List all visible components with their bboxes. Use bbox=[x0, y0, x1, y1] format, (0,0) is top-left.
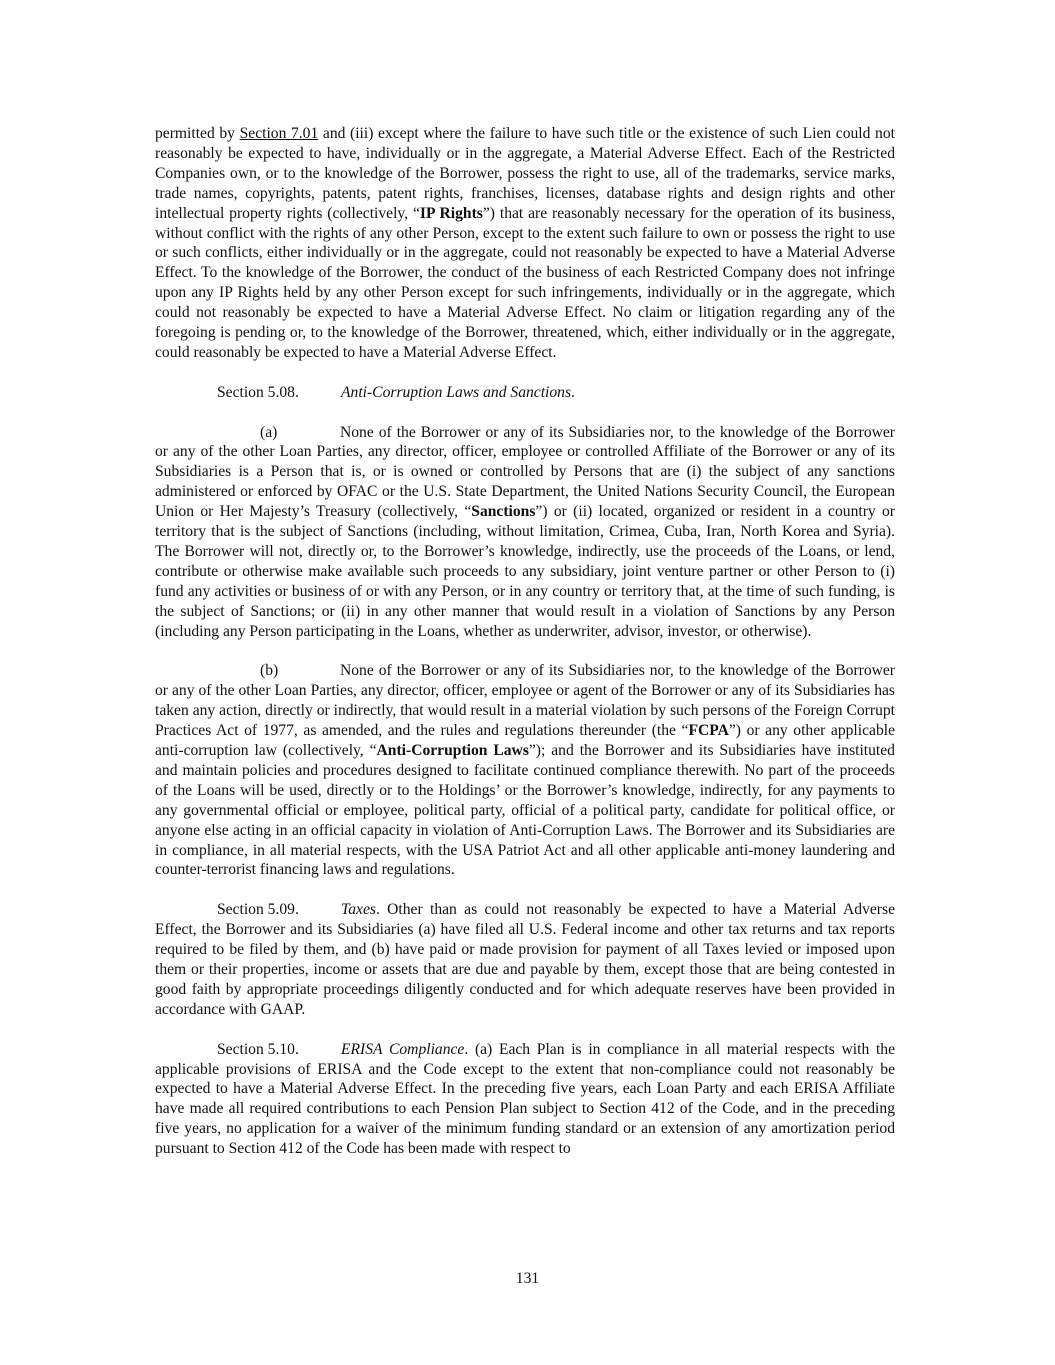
section-5-09-paragraph: Section 5.09. Taxes. Other than as could not reasonably be expected to have a Material Adverse Effect, the Borrower and its Subsidiaries (a) have filed all U.S. Federal income and other tax returns and tax reports required to be filed by them, and (b) have paid or made provision for payment of all Taxes levied or imposed upon them or their properties, income or assets that are due and payable by them, except those that are being contested in good faith by appropriate proceedings diligently conducted and for which adequate reserves have been provided in accordance with GAAP. bbox=[155, 901, 895, 1018]
page-number: 131 bbox=[515, 1270, 540, 1287]
clause-label: (b) bbox=[260, 662, 279, 680]
section-number: Section 5.08. bbox=[217, 383, 299, 401]
section-7-01-link[interactable]: Section 7.01 bbox=[239, 125, 319, 142]
paragraph-5-08-a: (a) None of the Borrower or any of its Subsidiaries nor, to the knowledge of the Borrower or any of the other Loan Parties, any director, officer, employee or controlled Affiliate of the Borrower or any of its Subsidiaries is a Person that is, or is owned or controlled by Persons that are (i) the subject of any sanctions administered or enforced by OFAC or the U.S. State Department, the United Nations Security Council, the European Union or Her Majesty’s Treasury (collectively, “Sanctions”) or (ii) located, organized or resident in a country or territory that is the subject of Sanctions (including, without limitation, Crimea, Cuba, Iran, North Korea and Syria). The Borrower will not, directly or, to the Borrower’s knowledge, indirectly, use the proceeds of the Loans, or lend, contribute or otherwise make available such proceeds to any subsidiary, joint venture partner or other Person to (i) fund any activities or business of or with any Person, or in any country or territory that, at the time of such funding, is the subject of Sanctions; or (ii) in any other manner that would result in a violation of Sanctions by any Person (including any Person participating in the Loans, whether as underwriter, advisor, investor, or otherwise). bbox=[155, 423, 895, 640]
section-title: Taxes bbox=[341, 901, 376, 919]
clause-label: (a) bbox=[260, 423, 278, 441]
section-title: Anti-Corruption Laws and Sanctions bbox=[341, 383, 572, 401]
section-number: Section 5.10. bbox=[217, 1040, 299, 1058]
paragraph-5-08-b: (b) None of the Borrower or any of its Subsidiaries nor, to the knowledge of the Borrower or any of the other Loan Parties, any director, officer, employee or agent of the Borrower or any of its Subsidiaries has taken any action, directly or indirectly, that would result in a material violation by such persons of the Foreign Corrupt Practices Act of 1977, as amended, and the rules and regulations thereunder (the “FCPA”) or any other applicable anti-corruption law (collectively, “Anti-Corruption Laws”); and the Borrower and its Subsidiaries have instituted and maintain policies and procedures designed to facilitate continued compliance therewith. No part of the proceeds of the Loans will be used, directly or to the Holdings’ or the Borrower’s knowledge, indirectly, for any payments to any governmental official or employee, political party, official of a political party, candidate for political office, or anyone else acting in an official capacity in violation of Anti-Corruption Laws. The Borrower and its Subsidiaries are in compliance, in all material respects, with the USA Patriot Act and all other applicable anti-money laundering and counter-terrorist financing laws and regulations. bbox=[155, 662, 895, 879]
defined-term-anti-corruption-laws: Anti-Corruption Laws bbox=[376, 742, 529, 760]
section-5-08-heading: Section 5.08. Anti-Corruption Laws and Sanctions. bbox=[217, 383, 575, 401]
section-5-10-paragraph: Section 5.10. ERISA Compliance. (a) Each Plan is in compliance in all material respects with the applicable provisions of ERISA and the Code except to the extent that non-compliance could not reasonably be expected to have a Material Adverse Effect. In the preceding five years, each Loan Party and each ERISA Affiliate have made all required contributions to each Pension Plan subject to Section 412 of the Code, and in the preceding five years, no application for a waiver of the minimum funding standard or an extension of any amortization period pursuant to Section 412 of the Code has been made with respect to bbox=[155, 1040, 895, 1158]
section-title: ERISA Compliance bbox=[341, 1040, 465, 1058]
defined-term-ip-rights: IP Rights bbox=[419, 204, 483, 222]
defined-term-sanctions: Sanctions bbox=[471, 503, 536, 521]
defined-term-fcpa: FCPA bbox=[688, 722, 729, 740]
section-number: Section 5.09. bbox=[217, 901, 299, 919]
document-page bbox=[155, 124, 895, 1159]
paragraph-ip-rights: permitted by Section 7.01 and (iii) except where the failure to have such title or the existence of such Lien could not reasonably be expected to have, individually or in the aggregate, a Material Adverse Effect. Each of the Restricted Companies own, or to the knowledge of the Borrower, possess the right to use, all of the trademarks, service marks, trade names, copyrights, patents, patent rights, franchises, licenses, database rights and design rights and other intellectual property rights (collectively, “IP Rights”) that are reasonably necessary for the operation of its business, without conflict with the rights of any other Person, except to the extent such failure to own or possess the right to use or such conflicts, either individually or in the aggregate, could not reasonably be expected to have a Material Adverse Effect. To the knowledge of the Borrower, the conduct of the business of each Restricted Company does not infringe upon any IP Rights held by any other Person except for such infringements, individually or in the aggregate, which could not reasonably be expected to have a Material Adverse Effect. No claim or litigation regarding any of the foregoing is pending or, to the knowledge of the Borrower, threatened, which, either individually or in the aggregate, could reasonably be expected to have a Material Adverse Effect. bbox=[155, 125, 895, 361]
